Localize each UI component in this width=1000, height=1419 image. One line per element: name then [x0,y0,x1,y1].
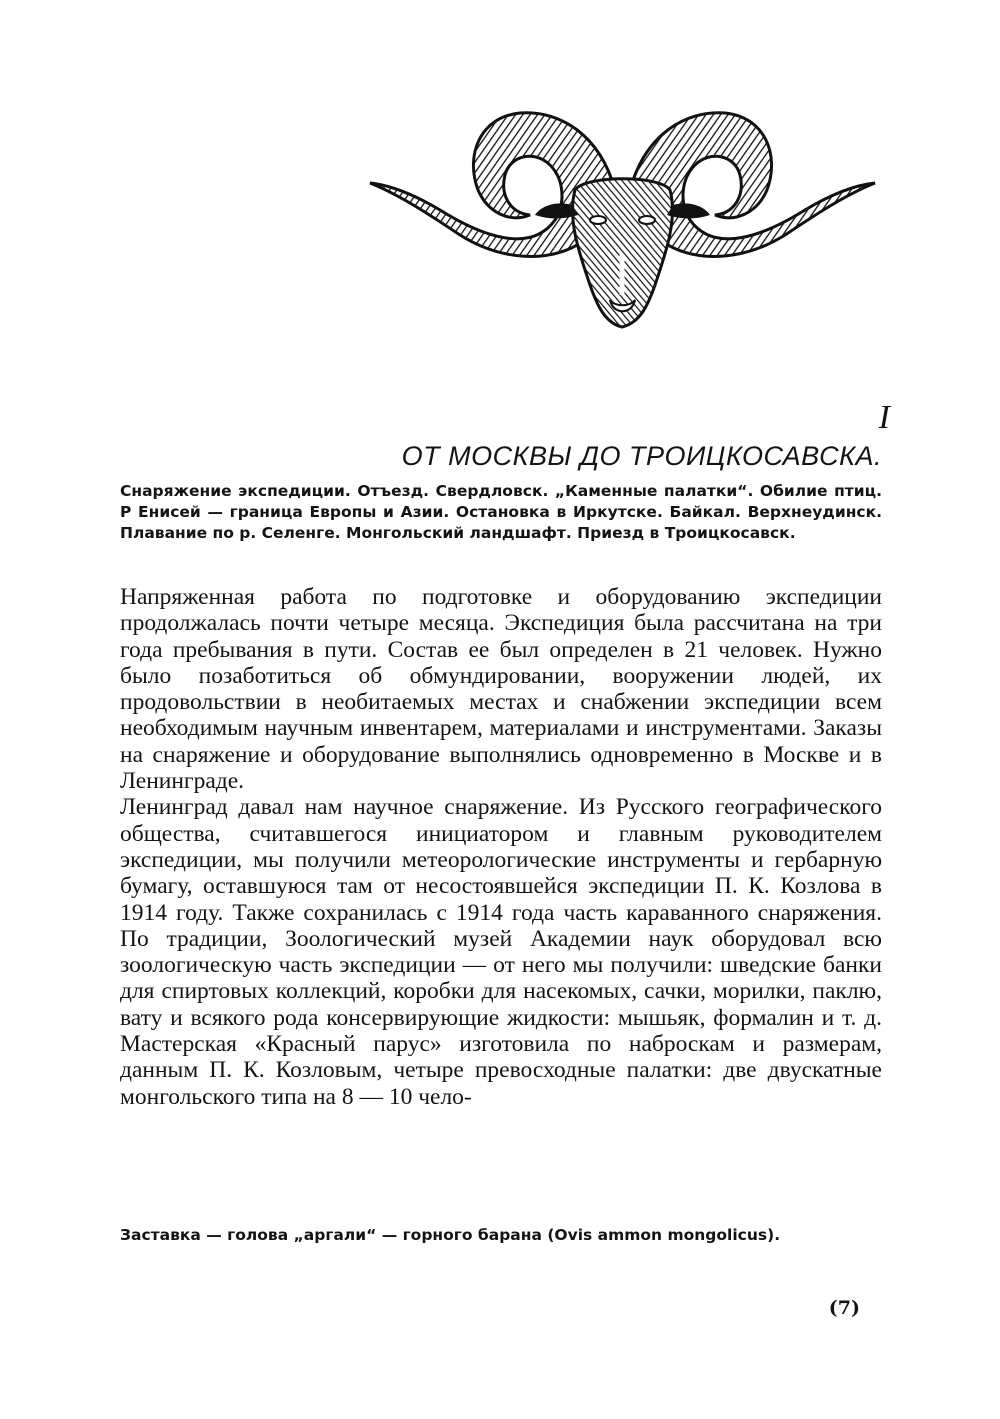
ram-head-icon [360,95,885,360]
chapter-summary: Снаряжение экспедиции. Отъезд. Свердловск. „Каменные палатки“. Обилие птиц. Р Енисей — граница Европы и Азии. Остановка в Иркутске. Байкал. Верхнеудинск. Плавание по р. Селенге. Монгольский ландшафт. Приезд в Троицкосавск. [120,482,882,542]
paragraph: Ленинград давал нам научное снаряжение. Из Русского географического общества, считавшегося инициатором и главным руководителем экспедиции, мы получили метеорологические инструменты и гербарную бумагу, оставшуюся там от несостоявшейся экспедиции П. К. Козлова в 1914 году. Также сохранилась с 1914 года часть караванного снаряжения. По традиции, Зоологический музей Академии наук оборудовал всю зоологическую часть экспедиции — от него мы получили: шведские банки для спиртовых коллекций, коробки для насекомых, сачки, морилки, паклю, вату и всякого рода консервирующие жидкости: мышьяк, формалин и т. д. Мастерская «Красный парус» изготовила по наброскам и размерам, данным П. К. Козловым, четыре превосходные палатки: две двускатные монгольского типа на 8 — 10 чело- [120,794,882,1110]
paragraph: Напряженная работа по подготовке и оборудованию экспедиции продолжалась почти четыре месяца. Экспедиция была рассчитана на три года пребывания в пути. Состав ее был определен в 21 человек. Нужно было позаботиться об обмундировании, вооружении людей, их продовольствии в необитаемых местах и снабжении экспедиции всем необходимым научным инвентарем, материалами и инструментами. Заказы на снаряжение и оборудование выполнялись одновременно в Москве и в Ленинграде. [120,584,882,795]
chapter-number: I [878,399,890,436]
chapter-title: ОТ МОСКВЫ ДО ТРОИЦКОСАВСКА. [401,441,882,471]
body-text [120,584,882,1110]
illustration-caption: Заставка — голова „аргали“ — горного барана (Ovis ammon mongolicus). [120,1226,781,1244]
page-number: (7) [828,1297,860,1319]
